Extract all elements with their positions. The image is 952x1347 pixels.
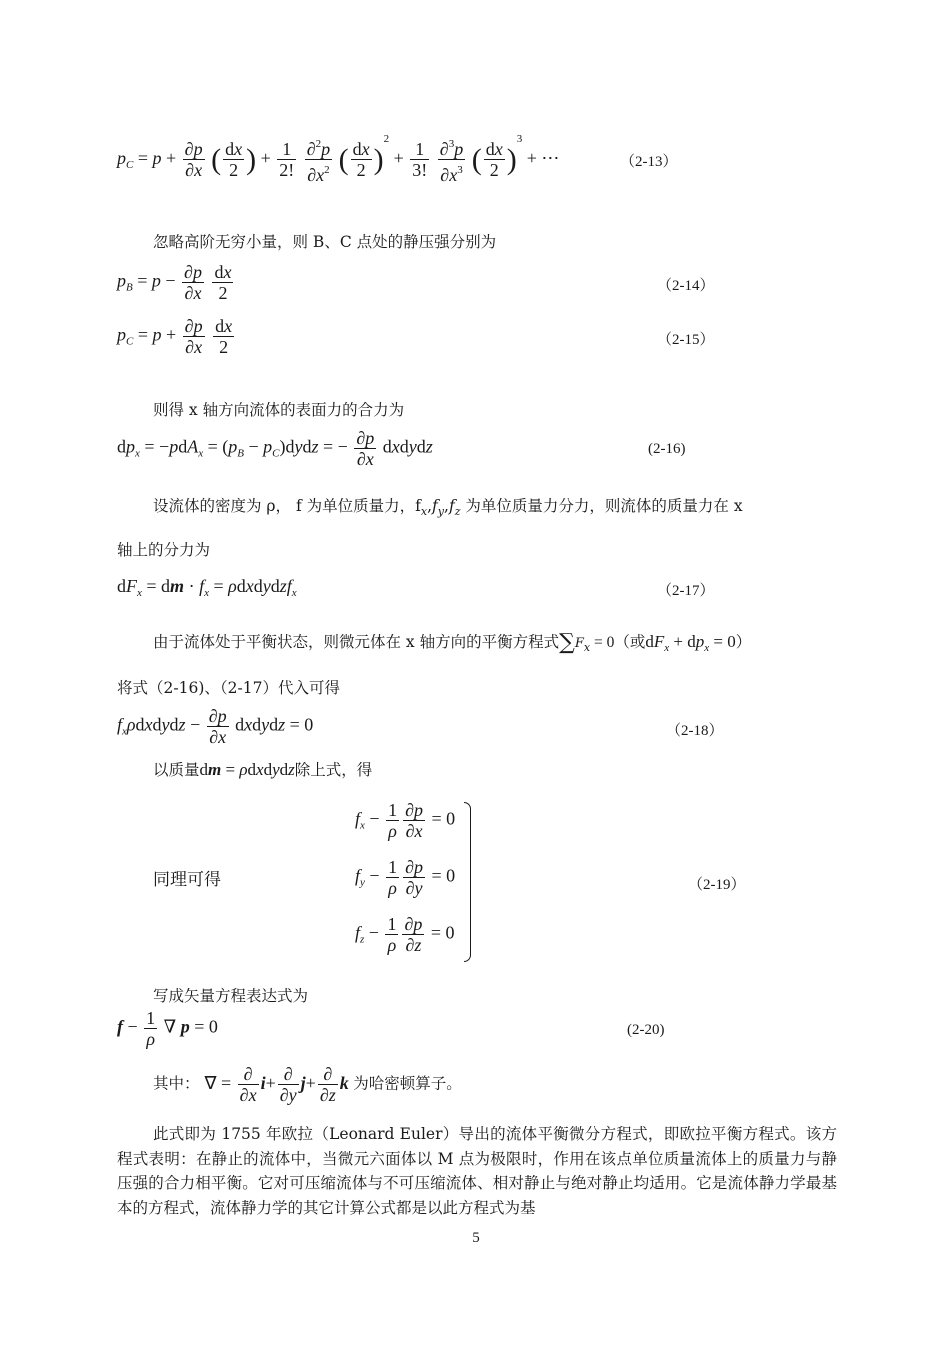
equation-2-14: $p_B = p$ − $\frac{\partial p}{\partial x}$ $\frac{dx}{2}$ bbox=[117, 262, 232, 303]
vector-line: 写成矢量方程表达式为 bbox=[153, 987, 309, 1005]
equation-2-13: $p_C = p$ + $\frac{\partial p}{\partial x}$ ( $\frac{dx}{2}$ ) + $\frac{1}{2!}$ $\frac{\partial^2p}{\partial x^2}$ ( $\frac{dx}{2}$ )$^2$ + $\frac{1}{3!}$ $\frac{\partial^3p}{\partial x^3}$ ( $\frac{dx}{2}$ )$^3$ + ⋯ bbox=[117, 133, 560, 186]
balance-line-close: ） bbox=[735, 633, 752, 651]
eq-number-2-16: (2-16) bbox=[648, 441, 686, 457]
eq-number-2-17: （2-17） bbox=[657, 583, 715, 599]
eq-number-2-20: (2-20) bbox=[627, 1022, 665, 1038]
euler-paragraph: 此式即为 1755 年欧拉（Leonard Euler）导出的流体平衡微分方程式，即欧拉平衡方程式。该方程式表明：在静止的流体中，当微元六面体以 M 点为极限时，作用在该点单位质量流体上的质量力与静压强的合力相平衡。它对可压缩流体与不可压缩流体、相对静止与绝对静止均适用。它是流体静力学最基本的方程式，流体静力学的其它计算公式都是以此方程式为基 bbox=[117, 1125, 837, 1217]
eq-number-2-18: （2-18） bbox=[666, 723, 724, 739]
similarly-label: 同理可得 bbox=[153, 870, 221, 890]
balance-line-text: 由于流体处于平衡状态，则微元体在 x 轴方向的平衡方程式 bbox=[153, 633, 560, 651]
where-prefix: 其中： bbox=[153, 1074, 200, 1093]
divide-line: 以质量dm = ρdxdydz除上式，得 bbox=[153, 760, 373, 779]
density-line-head: 设流体的密度为 ρ， f 为单位质量力，f bbox=[153, 497, 421, 515]
substitute-line: 将式（2-16)、（2-17）代入可得 bbox=[117, 679, 340, 697]
equation-2-20: f − $\frac{1}{\rho}$ ∇ p = 0 bbox=[117, 1008, 218, 1049]
equation-2-16: $dp_x = -pdA_x = (p_B$ − $p_C)dydz$ = − $\frac{\partial p}{\partial x}$ dxdydz bbox=[117, 428, 433, 469]
system-brace bbox=[464, 802, 471, 962]
divide-line-a: 以质量 bbox=[153, 761, 200, 779]
equation-2-19-x: $f_x$ − $\frac{1}{\rho}$ $\frac{\partial p}{\partial x}$ = 0 bbox=[355, 800, 456, 841]
balance-line-or: （或 bbox=[614, 633, 646, 651]
eq-number-2-19: （2-19） bbox=[688, 877, 746, 893]
equation-2-19-y: $f_y$ − $\frac{1}{\rho}$ $\frac{\partial p}{\partial y}$ = 0 bbox=[355, 857, 456, 898]
equation-2-19-z: $f_z$ − $\frac{1}{\rho}$ $\frac{\partial p}{\partial z}$ = 0 bbox=[355, 914, 455, 955]
where-suffix: 为哈密顿算子。 bbox=[353, 1074, 462, 1093]
equation-2-18: $f_x\rho dxdydz$ − $\frac{\partial p}{\partial x}$ dxdydz = 0 bbox=[117, 706, 314, 747]
eq-number-2-15: （2-15） bbox=[657, 332, 715, 348]
ignore-line: 忽略高阶无穷小量，则 B、C 点处的静压强分别为 bbox=[153, 233, 497, 251]
eq-number-2-14: （2-14） bbox=[657, 278, 715, 294]
page-number: 5 bbox=[472, 1230, 480, 1246]
density-line: 设流体的密度为 ρ， f 为单位质量力，$f_x,f_y,f_z$ 为单位质量力分力，则流体的质量力在 x bbox=[153, 497, 743, 518]
where-line: 其中： ∇ = $\frac{\partial}{\partial x}$ i+ $\frac{\partial}{\partial y}$ j+ $\frac{\partial}{\partial z}$ k 为哈密顿算子。 bbox=[153, 1064, 462, 1105]
density-line-tail: 为单位质量力分力，则流体的质量力在 x bbox=[465, 497, 743, 515]
eq-number-2-13: （2-13） bbox=[620, 154, 678, 170]
equation-2-15: $p_C = p$ + $\frac{\partial p}{\partial x}$ $\frac{dx}{2}$ bbox=[117, 316, 233, 357]
axis-component-line: 轴上的分力为 bbox=[117, 541, 211, 559]
equation-2-17: $dF_x$ = dm · $f_x$ = ρdxdydzf$_x$ bbox=[117, 576, 297, 599]
balance-line: 由于流体处于平衡状态，则微元体在 x 轴方向的平衡方程式$\sum F_x = 0$（或$dF_x + dp_x = 0$） bbox=[153, 630, 752, 655]
divide-line-b: 除上式，得 bbox=[294, 761, 373, 779]
surface-force-line: 则得 x 轴方向流体的表面力的合力为 bbox=[153, 401, 405, 419]
